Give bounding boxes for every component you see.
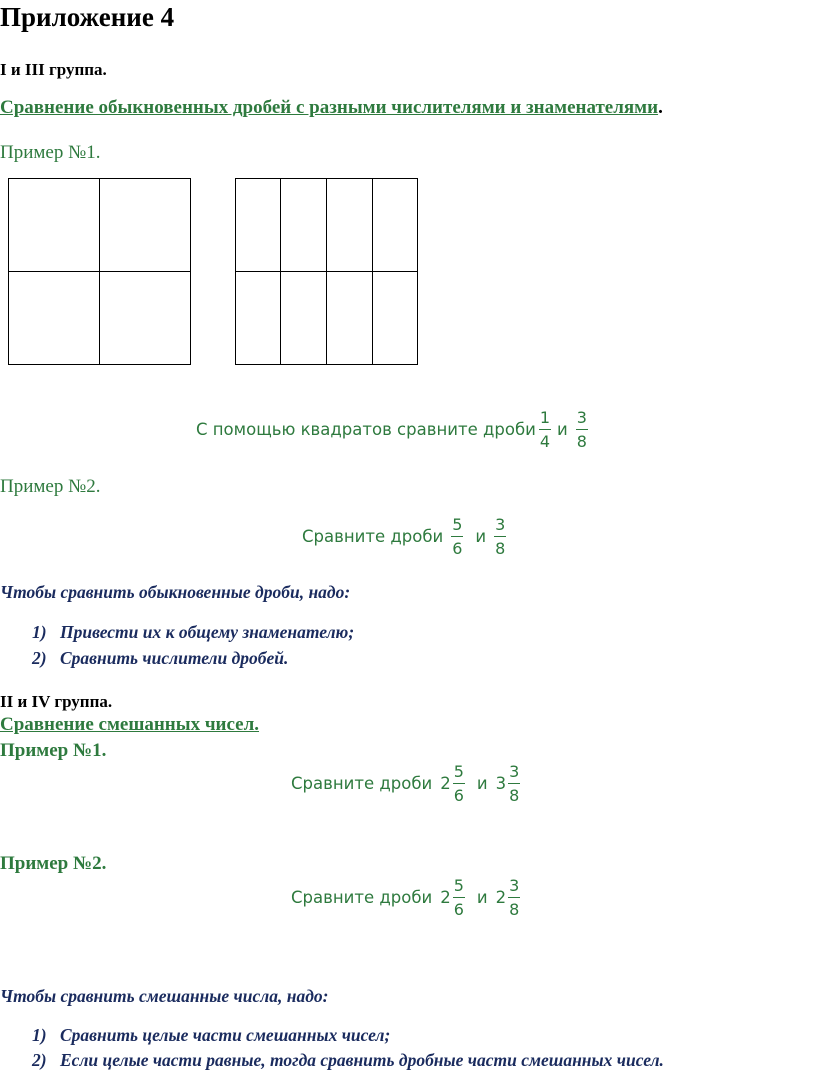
fraction: $\frac{3}{8}$ — [509, 762, 520, 805]
group2-example1-task: Сравните дроби 2 $\frac{5}{6}$ и 3 $\frac{3}{8}$ — [291, 762, 520, 805]
group1-rule-item: 1) Привести их к общему знаменателю; — [32, 622, 355, 642]
group1-example1-label: Пример №1. — [0, 142, 101, 163]
fraction: $\frac{5}{6}$ — [453, 762, 464, 805]
group2-rule-intro: Чтобы сравнить смешанные числа, надо: — [0, 986, 329, 1006]
fraction: $\frac{3}{8}$ — [576, 408, 587, 451]
square-eighths — [235, 178, 419, 366]
fraction: $\frac{1}{4}$ — [539, 408, 551, 451]
group2-heading: II и IV группа. — [0, 692, 113, 711]
group1-topic: Сравнение обыкновенных дробей с разными числителями и знаменателями. — [0, 97, 663, 118]
group2-example1-label: Пример №1. — [0, 740, 107, 761]
page-title: Приложение 4 — [0, 2, 175, 32]
fraction: $\frac{5}{6}$ — [452, 515, 463, 558]
fraction: $\frac{3}{8}$ — [509, 876, 520, 919]
group2-example2-task: Сравните дроби 2 $\frac{5}{6}$ и 2 $\frac{3}{8}$ — [291, 876, 520, 919]
group2-rule-item: 2) Если целые части равные, тогда сравнить дробные части смешанных чисел. — [32, 1050, 664, 1070]
group1-example1-task: С помощью квадратов сравните дроби $\frac{1}{4}$ и $\frac{3}{8}$ — [196, 408, 587, 451]
square-quarters — [8, 178, 192, 366]
group2-rule-item: 1) Сравнить целые части смешанных чисел; — [32, 1025, 391, 1045]
group1-example2-task: Сравните дроби $\frac{5}{6}$ и $\frac{3}{8}$ — [302, 515, 506, 558]
fraction: $\frac{3}{8}$ — [495, 515, 506, 558]
group1-rule-intro: Чтобы сравнить обыкновенные дроби, надо: — [0, 582, 351, 602]
group2-topic: Сравнение смешанных чисел. — [0, 714, 260, 735]
group1-rule-item: 2) Сравнить числители дробей. — [32, 648, 289, 668]
group2-example2-label: Пример №2. — [0, 853, 107, 874]
fraction: $\frac{5}{6}$ — [453, 876, 464, 919]
group1-heading: I и III группа. — [0, 60, 107, 79]
group1-example2-label: Пример №2. — [0, 476, 101, 497]
